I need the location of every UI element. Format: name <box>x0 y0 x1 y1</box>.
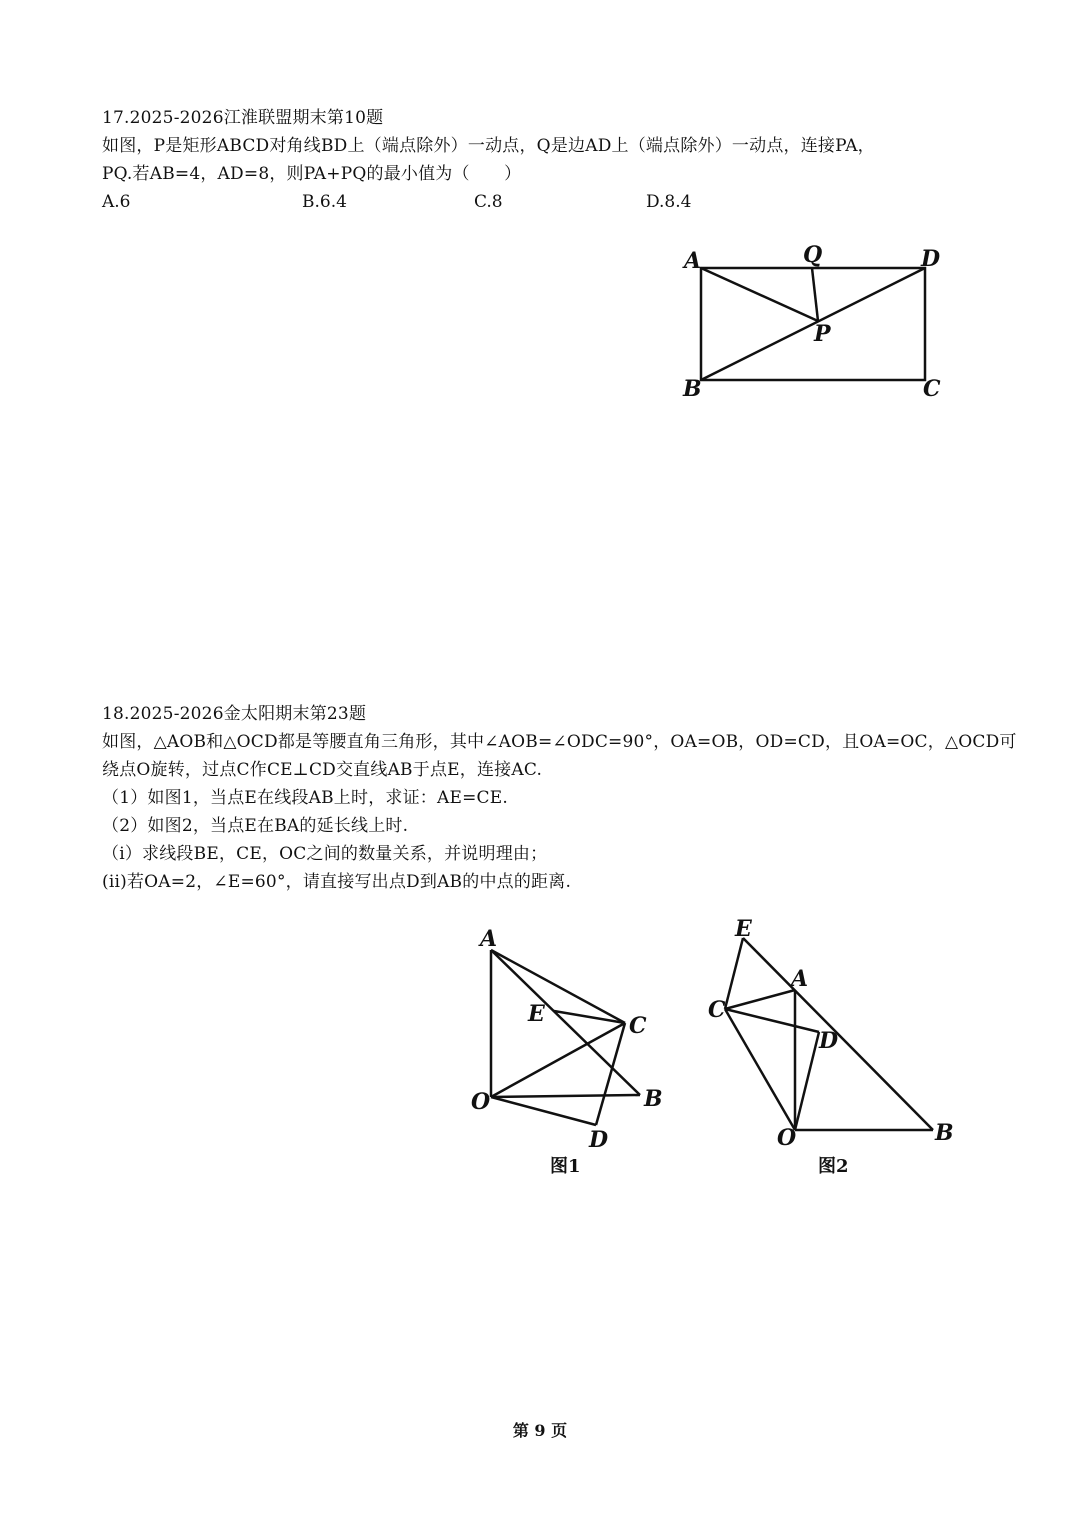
q17-option-c: C.8 <box>474 192 503 212</box>
q18-header: 18.2025-2026金太阳期末第23题 <box>102 704 367 724</box>
q17-text-line2: PQ.若AB=4，AD=8，则PA+PQ的最小值为（ ） <box>102 164 522 184</box>
fig1-label-e: E <box>528 1001 545 1027</box>
q17-header: 17.2025-2026江淮联盟期末第10题 <box>102 108 384 128</box>
q17-option-d: D.8.4 <box>646 192 692 212</box>
q17-label-c: C <box>923 376 941 402</box>
fig2-label-a: A <box>791 966 809 992</box>
q17-label-a: A <box>684 248 702 274</box>
q17-option-b: B.6.4 <box>302 192 347 212</box>
fig2-label-b: B <box>935 1120 954 1146</box>
fig2-label-d: D <box>819 1028 839 1054</box>
fig2-segment-ca <box>725 990 795 1009</box>
fig1-label-o: O <box>471 1089 491 1115</box>
fig2-label-c: C <box>708 997 726 1023</box>
q18-part2: （2）如图2，当点E在BA的延长线上时. <box>102 816 409 836</box>
q17-label-p: P <box>814 321 831 347</box>
fig1-label-b: B <box>644 1086 663 1112</box>
page-number: 第 9 页 <box>512 1421 568 1440</box>
fig2-segment-co <box>725 1009 795 1130</box>
fig2-segment-od <box>795 1032 819 1130</box>
q17-option-a: A.6 <box>102 192 131 212</box>
q18-part1: （1）如图1，当点E在线段AB上时，求证：AE=CE. <box>102 788 508 808</box>
fig1-caption: 图1 <box>550 1156 581 1177</box>
q17-label-d: D <box>921 246 941 272</box>
q18-text-line2: 绕点O旋转，过点C作CE⊥CD交直线AB于点E，连接AC. <box>102 760 543 780</box>
fig2-label-o: O <box>777 1125 797 1151</box>
q17-text-line1: 如图，P是矩形ABCD对角线BD上（端点除外）一动点，Q是边AD上（端点除外）一动点，连接PA， <box>102 136 875 156</box>
q17-label-q: Q <box>803 242 823 268</box>
q18-part2-ii: (ii)若OA=2，∠E=60°，请直接写出点D到AB的中点的距离. <box>102 872 572 892</box>
fig2-segment-cd <box>725 1009 819 1032</box>
q17-label-b: B <box>683 376 702 402</box>
fig2-segment-ec <box>725 938 743 1009</box>
q18-part2-i: （i）求线段BE，CE，OC之间的数量关系，并说明理由； <box>102 844 548 864</box>
fig1-label-a: A <box>480 926 498 952</box>
q18-text-line1: 如图，△AOB和△OCD都是等腰直角三角形，其中∠AOB=∠ODC=90°，OA=OB，OD=CD，且OA=OC，△OCD可 <box>102 732 1017 752</box>
fig2-caption: 图2 <box>818 1156 849 1177</box>
fig1-label-d: D <box>589 1127 609 1153</box>
fig2-label-e: E <box>735 916 752 942</box>
fig1-label-c: C <box>629 1013 647 1039</box>
